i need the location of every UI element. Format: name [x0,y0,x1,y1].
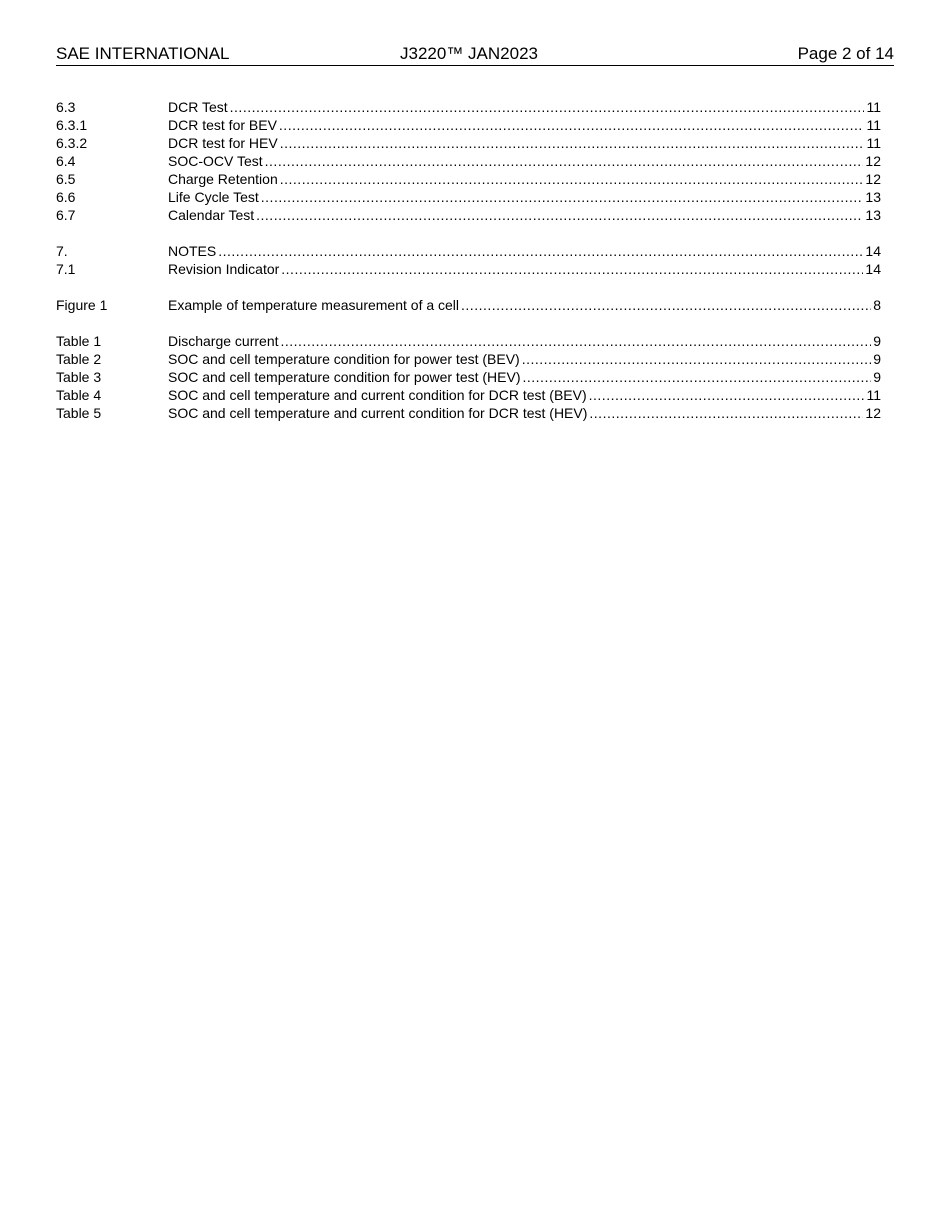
toc-entry[interactable] [56,368,881,386]
dot-leader [281,332,872,350]
toc-entry-page: 14 [865,261,881,277]
toc-entry[interactable] [56,242,881,260]
toc-entry-page: 11 [866,117,881,133]
toc-entry-number: Table 2 [56,351,102,367]
toc-entry-number: 6.4 [56,153,76,169]
dot-leader [589,404,863,422]
toc-entry-page: 11 [866,99,881,115]
toc-entry[interactable] [56,188,881,206]
page-number: Page 2 of 14 [797,44,894,63]
dot-leader [256,206,863,224]
dot-leader [218,242,863,260]
toc-entry-number: 7.1 [56,261,76,277]
toc-entry-title: Discharge current [168,333,279,349]
dot-leader [279,116,865,134]
toc-notes-group [56,242,881,278]
toc-entry-title: DCR Test [168,99,228,115]
toc-entry[interactable] [56,332,881,350]
toc-entry[interactable] [56,134,881,152]
toc-sections-group [56,98,881,224]
toc-entry-page: 12 [865,405,881,421]
toc-entry-number: Table 5 [56,405,102,421]
toc-entry-page: 12 [865,171,881,187]
organization-name: SAE INTERNATIONAL [56,44,230,63]
toc-entry-page: 14 [865,243,881,259]
toc-entry-title: DCR test for HEV [168,135,278,151]
toc-entry-title: Revision Indicator [168,261,280,277]
toc-entry-number: Figure 1 [56,297,108,313]
dot-leader [523,368,872,386]
toc-entry-title: SOC and cell temperature and current condition for DCR test (BEV) [168,387,587,403]
toc-entry-title: SOC and cell temperature and current condition for DCR test (HEV) [168,405,588,421]
dot-leader [589,386,865,404]
dot-leader [265,152,864,170]
toc-entry-number: 7. [56,243,68,259]
toc-entry-page: 9 [873,351,881,367]
dot-leader [230,98,865,116]
toc-entry-number: 6.3.2 [56,135,88,151]
toc-entry-number: Table 1 [56,333,102,349]
table-of-contents [56,98,881,440]
toc-entry[interactable] [56,296,881,314]
toc-entry-title: SOC and cell temperature condition for power test (BEV) [168,351,520,367]
dot-leader [281,260,863,278]
document-id: J3220™ JAN2023 [400,44,538,63]
toc-entry-number: 6.5 [56,171,76,187]
toc-entry-page: 13 [865,189,881,205]
dot-leader [461,296,871,314]
toc-entry-number: Table 3 [56,369,102,385]
toc-entry[interactable] [56,350,881,368]
toc-entry-page: 11 [866,135,881,151]
toc-entry-page: 11 [866,387,881,403]
toc-entry[interactable] [56,404,881,422]
toc-entry-number: 6.7 [56,207,76,223]
toc-entry-title: DCR test for BEV [168,117,277,133]
toc-entry-title: Life Cycle Test [168,189,259,205]
toc-entry-title: Calendar Test [168,207,255,223]
toc-tables-group [56,332,881,422]
dot-leader [280,170,864,188]
toc-entry-number: 6.3 [56,99,76,115]
toc-entry[interactable] [56,170,881,188]
toc-entry[interactable] [56,98,881,116]
toc-entry-page: 9 [873,333,881,349]
toc-entry[interactable] [56,206,881,224]
toc-entry-page: 8 [873,297,881,313]
dot-leader [522,350,871,368]
toc-figures-group [56,296,881,314]
page-header [56,44,894,66]
toc-entry-page: 13 [865,207,881,223]
toc-entry-title: Example of temperature measurement of a cell [168,297,460,313]
toc-entry-number: 6.3.1 [56,117,88,133]
toc-entry-number: Table 4 [56,387,102,403]
toc-entry[interactable] [56,116,881,134]
toc-entry-number: 6.6 [56,189,76,205]
toc-entry[interactable] [56,386,881,404]
toc-entry[interactable] [56,152,881,170]
dot-leader [280,134,865,152]
toc-entry-page: 12 [865,153,881,169]
toc-entry-title: SOC and cell temperature condition for power test (HEV) [168,369,521,385]
dot-leader [261,188,864,206]
toc-entry[interactable] [56,260,881,278]
toc-entry-title: SOC-OCV Test [168,153,263,169]
toc-entry-title: NOTES [168,243,217,259]
toc-entry-title: Charge Retention [168,171,278,187]
toc-entry-page: 9 [873,369,881,385]
